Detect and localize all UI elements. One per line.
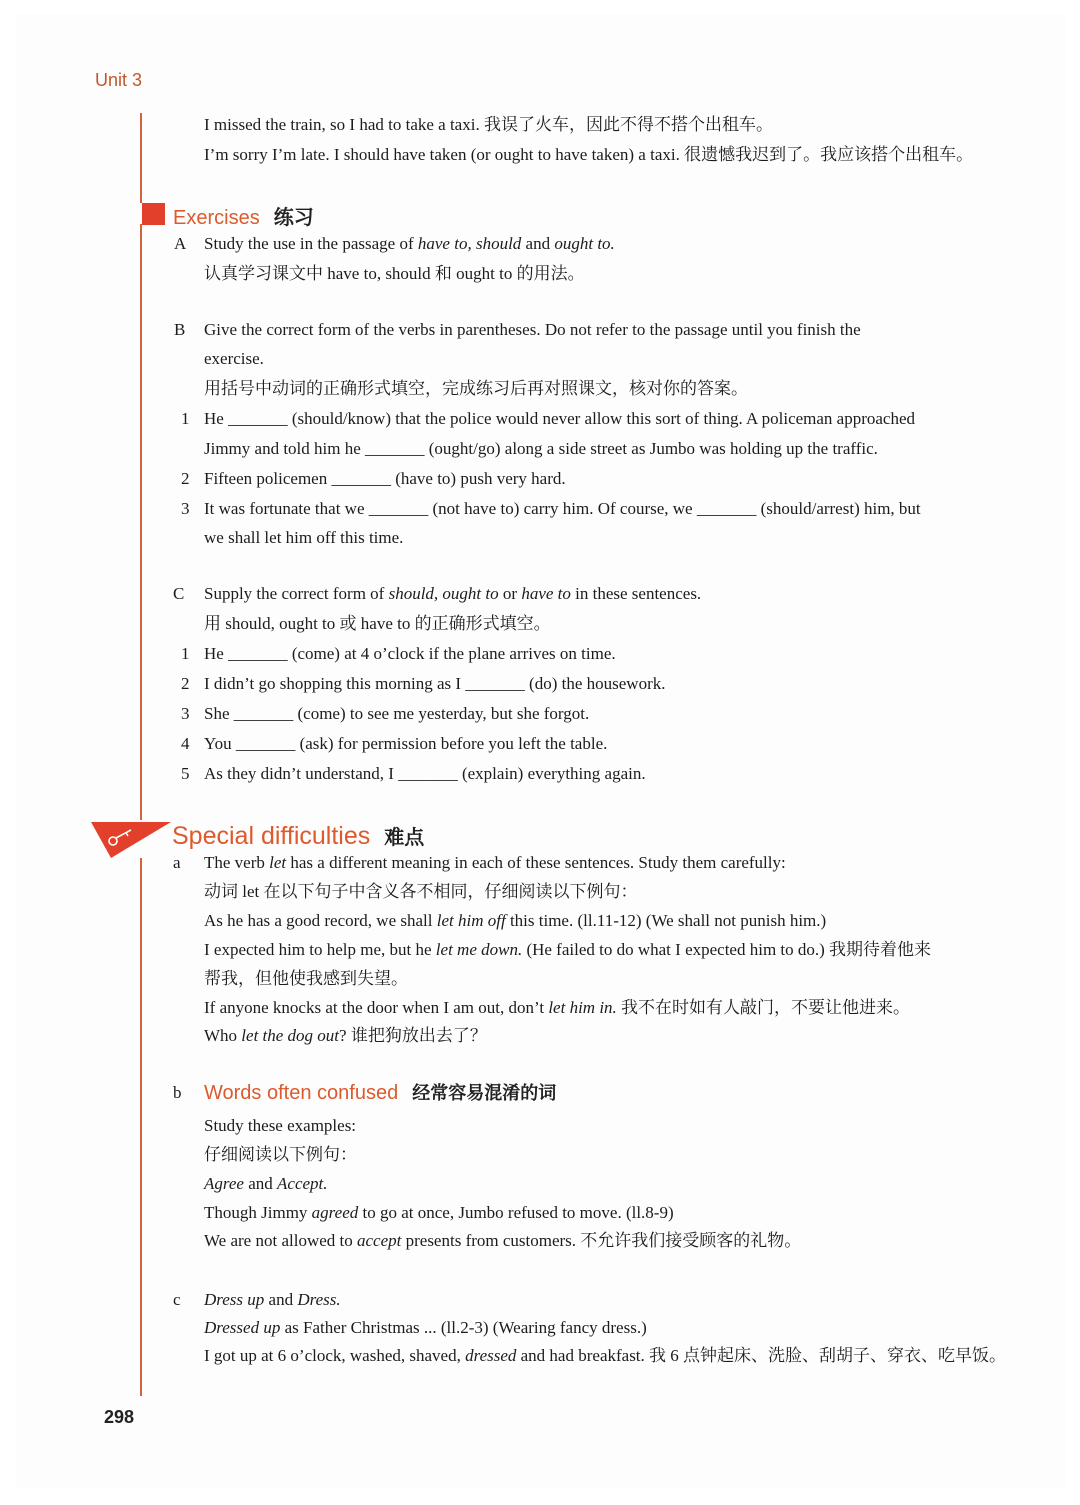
item-number: 2 [181, 674, 190, 693]
exercise-item-text: She _______ (come) to see me yesterday, but she forgot. [204, 704, 590, 723]
section-a-line: Who let the dog out? 谁把狗放出去了？ [204, 1026, 487, 1045]
section-b-line: We are not allowed to accept presents from customers. 不允许我们接受顾客的礼物。 [204, 1231, 802, 1250]
item-number: 1 [181, 409, 190, 428]
exercises-marker-icon [142, 203, 165, 225]
margin-rule-middle [140, 224, 142, 820]
section-a-line: I expected him to help me, but he let me down. (He failed to do what I expected him to do.) 我期待着他来 [204, 940, 932, 959]
item-number: 3 [181, 704, 190, 723]
exercise-a-instruction: Study the use in the passage of have to, should and ought to. [204, 234, 615, 253]
exercise-item-text: we shall let him off this time. [204, 528, 404, 547]
exercise-c-instruction: Supply the correct form of should, ought to or have to in these sentences. [204, 584, 702, 603]
item-number: 5 [181, 764, 190, 783]
item-number: 1 [181, 644, 190, 663]
section-c-line: I got up at 6 o’clock, washed, shaved, dressed and had breakfast. 我 6 点钟起床、洗脸、刮胡子、穿衣、吃早饭。 [204, 1346, 1007, 1365]
section-b-label: b [173, 1083, 182, 1102]
exercises-title: Exercises [173, 207, 260, 229]
exercise-item-text: As they didn’t understand, I _______ (explain) everything again. [204, 764, 646, 783]
special-title-zh: 难点 [384, 827, 425, 849]
item-number: 2 [181, 469, 190, 488]
key-icon [91, 820, 171, 860]
section-a-line: If anyone knocks at the door when I am out, don’t let him in. 我不在时如有人敲门，不要让他进来。 [204, 998, 911, 1017]
section-b-line: Though Jimmy agreed to go at once, Jumbo refused to move. (ll.8-9) [204, 1203, 674, 1222]
exercise-a-instruction-zh: 认真学习课文中 have to, should 和 ought to 的用法。 [204, 264, 585, 283]
section-a-line: The verb let has a different meaning in each of these sentences. Study them carefully: [204, 853, 786, 872]
exercise-b-instruction-zh: 用括号中动词的正确形式填空，完成练习后再对照课文，核对你的答案。 [204, 379, 748, 398]
exercise-b-instruction: exercise. [204, 349, 264, 368]
section-a-line: As he has a good record, we shall let him off this time. (ll.11-12) (We shall not punish him.) [204, 911, 827, 930]
words-often-confused-heading: Words often confused 经常容易混淆的词 [204, 1082, 557, 1104]
exercise-item-text: He _______ (come) at 4 o’clock if the plane arrives on time. [204, 644, 616, 663]
exercise-b-instruction: Give the correct form of the verbs in parentheses. Do not refer to the passage until you finish the [204, 320, 861, 339]
section-a-line: 动词 let 在以下句子中含义各不相同，仔细阅读以下例句： [204, 882, 638, 901]
intro-line: I’m sorry I’m late. I should have taken (or ought to have taken) a taxi. 很遗憾我迟到了。我应该搭个出租车。 [204, 145, 974, 164]
section-c-line: Dressed up as Father Christmas ... (ll.2-3) (Wearing fancy dress.) [204, 1318, 647, 1337]
page-number: 298 [104, 1407, 135, 1427]
special-title: Special difficulties [172, 822, 371, 850]
section-a-line: 帮我，但他使我感到失望。 [204, 969, 408, 988]
section-b-line: 仔细阅读以下例句： [204, 1145, 357, 1164]
exercise-item-text: I didn’t go shopping this morning as I _______ (do) the housework. [204, 674, 666, 693]
section-c-line: Dress up and Dress. [204, 1290, 341, 1309]
item-number: 3 [181, 499, 190, 518]
section-a-label: a [173, 853, 181, 872]
exercise-item-text: You _______ (ask) for permission before you left the table. [204, 734, 608, 753]
exercise-b-label: B [174, 320, 186, 339]
section-c-label: c [173, 1290, 181, 1309]
margin-rule-bottom [140, 858, 142, 1396]
unit-label: Unit 3 [95, 70, 143, 90]
exercise-item-text: Fifteen policemen _______ (have to) push very hard. [204, 469, 566, 488]
exercise-item-text: It was fortunate that we _______ (not have to) carry him. Of course, we _______ (should/arrest) him, but [204, 499, 921, 518]
intro-line: I missed the train, so I had to take a taxi. 我误了火车，因此不得不搭个出租车。 [204, 115, 773, 134]
section-b-line: Agree and Accept. [204, 1174, 328, 1193]
exercise-c-instruction-zh: 用 should, ought to 或 have to 的正确形式填空。 [204, 614, 551, 633]
item-number: 4 [181, 734, 190, 753]
section-b-line: Study these examples: [204, 1116, 357, 1135]
margin-rule-top [140, 113, 142, 203]
exercise-item-text: Jimmy and told him he _______ (ought/go) along a side street as Jumbo was holding up the traffic. [204, 439, 878, 458]
exercises-title-zh: 练习 [273, 207, 314, 229]
exercise-item-text: He _______ (should/know) that the police would never allow this sort of thing. A policeman approached [204, 409, 916, 428]
exercise-a-label: A [174, 234, 187, 253]
exercise-c-label: C [173, 584, 185, 603]
special-difficulties-heading [172, 821, 424, 851]
exercises-heading [173, 201, 314, 230]
